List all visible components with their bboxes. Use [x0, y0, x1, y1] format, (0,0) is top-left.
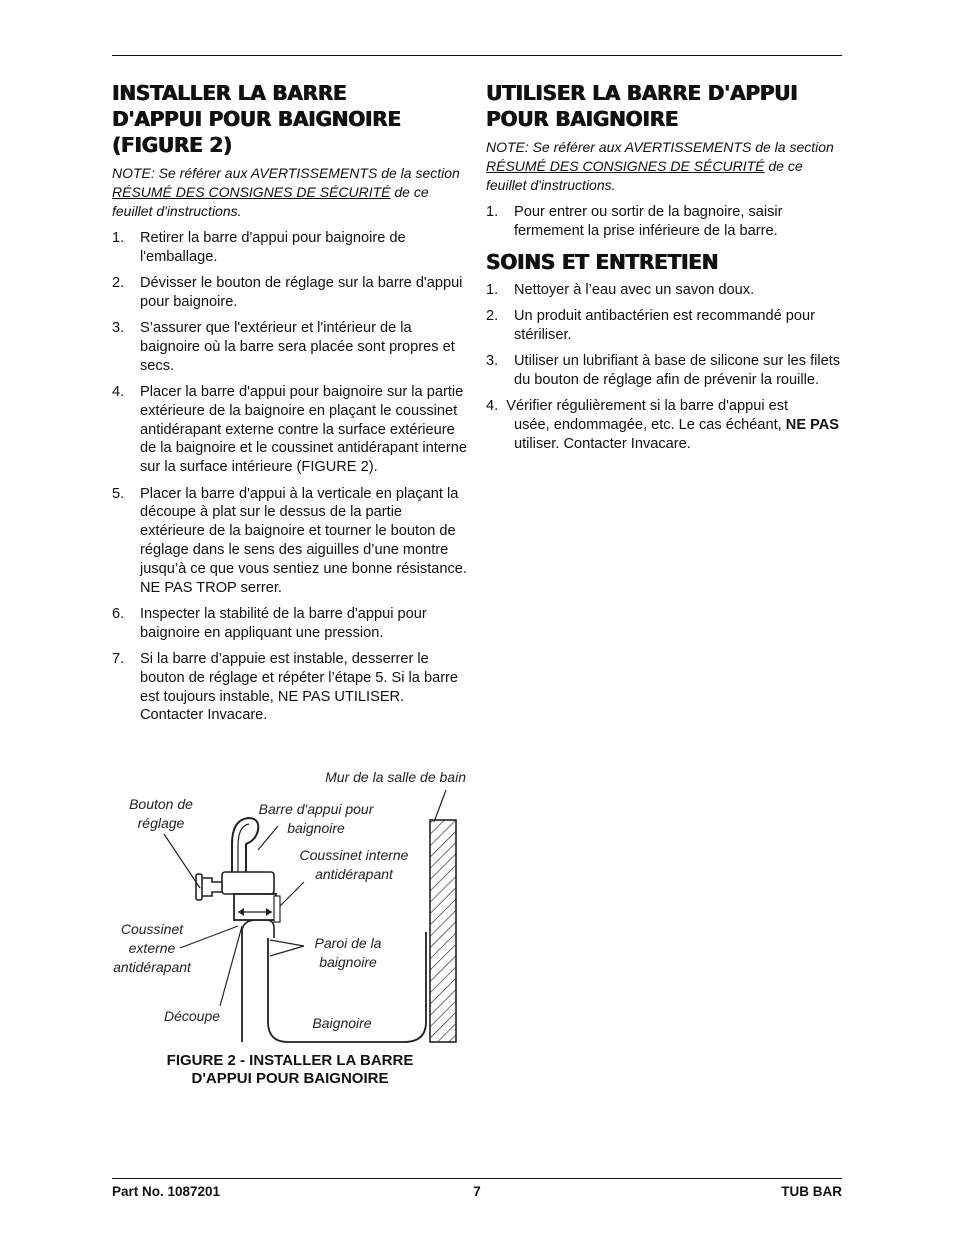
care-step-4-continuation	[486, 416, 842, 454]
step-text: utiliser. Contacter Invacare.	[514, 435, 691, 452]
footer-part-number: Part No. 1087201	[112, 1184, 221, 1199]
install-safety-note	[112, 164, 468, 221]
use-heading-line-2: POUR BAIGNOIRE	[486, 107, 679, 131]
step-text: Retirer la barre d'appui pour baignoire de l'emballage.	[140, 230, 406, 265]
label-tub-wall: Paroi de la baignoire	[314, 935, 382, 970]
step-text: Utiliser un lubrifiant à base de silicone sur les filets du bouton de réglage afin de prévenir la rouille.	[514, 352, 841, 388]
step-number: 2.	[112, 275, 125, 292]
step-text: usée, endommagée, etc. Le cas échéant,	[514, 416, 786, 433]
install-step	[112, 319, 468, 375]
label-cutout: Découpe	[163, 1008, 221, 1024]
step-text: Vérifier régulièrement si la barre d'appui est	[506, 398, 789, 415]
care-step	[486, 352, 842, 390]
install-step	[112, 274, 468, 312]
footer-page-number: 7	[473, 1184, 481, 1199]
use-steps	[486, 203, 842, 241]
step-text: Nettoyer à l’eau avec un savon doux.	[514, 281, 755, 298]
caption-line-2: D'APPUI POUR BAIGNOIRE	[191, 1070, 389, 1087]
bathroom-wall	[430, 820, 456, 1042]
install-step	[112, 383, 468, 477]
step-number: 4.	[112, 384, 125, 401]
leader-inner-pad	[280, 882, 304, 906]
care-steps	[486, 281, 842, 454]
step-number: 2.	[486, 307, 499, 324]
install-step	[112, 605, 468, 643]
use-step	[486, 203, 842, 241]
leader-tub-wall-2	[270, 946, 304, 956]
figure-tub-bar-installation	[108, 760, 470, 1050]
install-steps	[112, 229, 468, 725]
step-text: Inspecter la stabilité de la barre d'appui pour baignoire en appliquant une pression.	[140, 605, 427, 641]
use-heading	[486, 80, 842, 132]
note-safety-reference: RÉSUMÉ DES CONSIGNES DE SÉCURITÉ	[486, 158, 765, 174]
label-adjustment-knob: Bouton de réglage	[129, 796, 193, 831]
label-tub: Baignoire	[312, 1015, 372, 1031]
care-step-4-first-line	[486, 397, 842, 416]
figure-caption	[112, 1052, 468, 1088]
care-step	[486, 397, 842, 453]
care-heading: SOINS ET ENTRETIEN	[486, 249, 719, 274]
clamp-base	[234, 894, 276, 920]
step-text: Pour entrer ou sortir de la bagnoire, saisir fermement la prise inférieure de la barre.	[514, 204, 783, 239]
care-step	[486, 307, 842, 345]
note-suffix: de ce feuillet d'instructions.	[112, 184, 429, 219]
note-suffix: de ce feuillet d'instructions.	[486, 158, 803, 193]
warning-emphasis: NE PAS	[785, 416, 840, 433]
step-text: Placer la barre d'appui pour baignoire sur la partie extérieure de la baignoire en plaçant le coussinet antidérapant externe contre la surface extérieure de la baignoire et le coussinet antidérapant interne sur la surface intérieure (FIGURE 2).	[140, 384, 467, 476]
footer-product-name: TUB BAR	[781, 1184, 842, 1199]
use-safety-note	[486, 138, 842, 195]
bottom-rule	[112, 1178, 842, 1179]
label-inner-pad: Coussinet interne antidérapant	[299, 847, 409, 882]
step-text: Placer la barre d'appui à la verticale en plaçant la découpe à plat sur le dessus de la partie extérieure de la baignoire et tourner le bouton de réglage dans le sens des aiguilles d’une montre jusqu’à ce que vous sentiez une bonne résistance. NE PAS TROP serrer.	[140, 485, 467, 596]
clamp-body	[222, 872, 274, 894]
install-heading-line-1: INSTALLER LA BARRE	[112, 81, 347, 105]
right-column	[486, 80, 842, 461]
label-grab-bar: Barre d'appui pour baignoire	[258, 801, 374, 836]
tub-rim	[242, 920, 274, 938]
adjustment-knob	[200, 878, 222, 896]
use-heading-line-1: UTILISER LA BARRE D'APPUI	[486, 81, 798, 105]
step-number: 7.	[112, 650, 125, 667]
step-text: Si la barre d’appuie est instable, desserrer le bouton de réglage et répéter l’étape 5. Si la barre est toujours instable, NE PAS UTILISER. Contacter Invacare.	[140, 650, 459, 724]
inner-pad	[274, 896, 280, 922]
step-number: 1.	[112, 230, 125, 246]
note-safety-reference: RÉSUMÉ DES CONSIGNES DE SÉCURITÉ	[112, 184, 391, 200]
label-bathroom-wall: Mur de la salle de bain	[325, 769, 466, 785]
step-number: 3.	[112, 320, 125, 337]
install-heading	[112, 80, 468, 158]
label-outer-pad: Coussinet externe antidérapant	[113, 921, 191, 975]
care-step	[486, 281, 842, 300]
step-number: 4.	[486, 398, 499, 415]
install-heading-line-3: (FIGURE 2)	[112, 133, 232, 157]
left-column	[112, 80, 468, 733]
step-text: Un produit antibactérien est recommandé pour stériliser.	[514, 307, 815, 343]
install-step	[112, 650, 468, 725]
install-step	[112, 485, 468, 598]
install-heading-line-2: D'APPUI POUR BAIGNOIRE	[112, 107, 401, 131]
step-number: 1.	[486, 281, 499, 298]
step-number: 1.	[486, 204, 499, 220]
step-number: 5.	[112, 485, 125, 502]
note-prefix: NOTE: Se référer aux AVERTISSEMENTS de la section	[112, 165, 460, 181]
caption-line-1: FIGURE 2 - INSTALLER LA BARRE	[166, 1052, 414, 1069]
step-text: Dévisser le bouton de réglage sur la barre d'appui pour baignoire.	[140, 275, 463, 310]
note-prefix: NOTE: Se référer aux AVERTISSEMENTS de la section	[486, 139, 834, 155]
step-text: S’assurer que l'extérieur et l'intérieur de la baignoire où la barre sera placée sont propres et secs.	[140, 320, 455, 374]
step-number: 3.	[486, 352, 499, 369]
leader-knob	[164, 834, 200, 888]
top-rule	[112, 55, 842, 56]
step-number: 6.	[112, 605, 125, 622]
leader-wall	[434, 790, 446, 822]
leader-cutout	[220, 926, 242, 1006]
install-step	[112, 229, 468, 267]
leader-tub-wall-1	[270, 940, 304, 946]
